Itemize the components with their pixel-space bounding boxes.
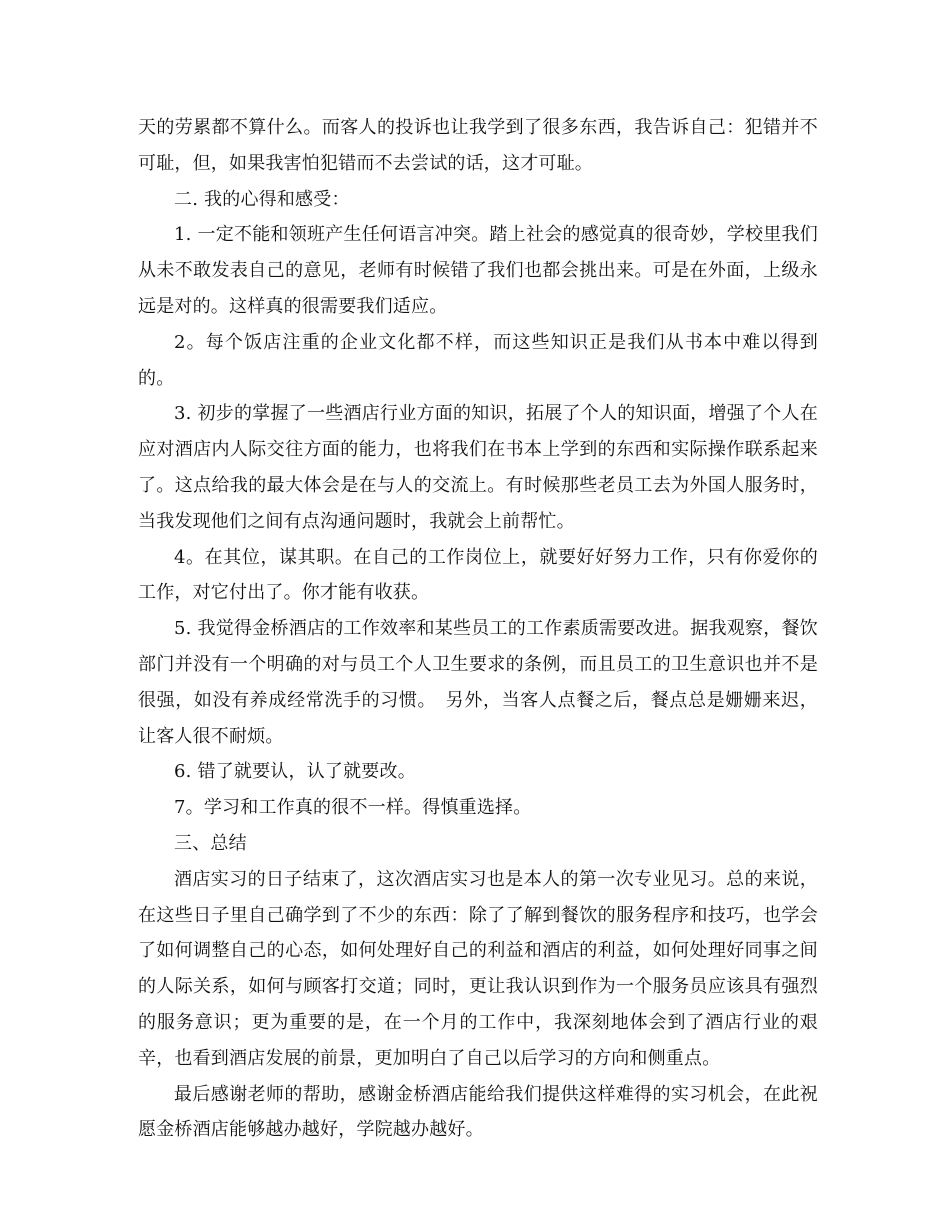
list-item-1: 1. 一定不能和领班产生任何语言冲突。踏上社会的感觉真的很奇妙，学校里我们从未不敢发表自己的意见，老师有时候错了我们也都会挑出来。可是在外面，上级永远是对的。这样真的很需要我们适应。 xyxy=(138,224,818,317)
document-body xyxy=(138,110,818,1148)
section-heading-summary: 三、总结 xyxy=(174,832,247,854)
paragraph-continuation: 天的劳累都不算什么。而客人的投诉也让我学到了很多东西，我告诉自己：犯错并不可耻，但，如果我害怕犯错而不去尝试的话，这才可耻。 xyxy=(138,117,818,174)
list-item-7: 7。学习和工作真的很不一样。得慎重选择。 xyxy=(174,797,532,819)
list-item-6: 6. 错了就要认，认了就要改。 xyxy=(174,761,416,783)
list-item-4: 4。在其位，谋其职。在自己的工作岗位上，就要好好努力工作，只有你爱你的工作，对它付出了。你才能有收获。 xyxy=(138,546,818,604)
summary-paragraph: 酒店实习的日子结束了，这次酒店实习也是本人的第一次专业见习。总的来说，在这些日子里自己确学到了不少的东西：除了了解到餐饮的服务程序和技巧，也学会了如何调整自己的心态，如何处理好自己的利益和酒店的利益，如何处理好同事之间的人际关系，如何与顾客打交道；同时，更让我认识到作为一个服务员应该具有强烈的服务意识；更为重要的是，在一个月的工作中，我深刻地体会到了酒店行业的艰辛，也看到酒店发展的前景，更加明白了自己以后学习的方向和侧重点。 xyxy=(138,868,818,1069)
list-item-3: 3. 初步的掌握了一些酒店行业方面的知识，拓展了个人的知识面，增强了个人在应对酒店内人际交往方面的能力，也将我们在书本上学到的东西和实际操作联系起来了。这点给我的最大体会是在与人的交流上。有时候那些老员工去为外国人服务时，当我发现他们之间有点沟通问题时，我就会上前帮忙。 xyxy=(138,403,818,532)
section-heading-experience: 二. 我的心得和感受： xyxy=(174,188,350,210)
list-item-2: 2。每个饭店注重的企业文化都不样，而这些知识正是我们从书本中难以得到的。 xyxy=(138,331,818,389)
closing-paragraph: 最后感谢老师的帮助，感谢金桥酒店能给我们提供这样难得的实习机会，在此祝愿金桥酒店能够越办越好，学院越办越好。 xyxy=(138,1083,818,1141)
list-item-5: 5. 我觉得金桥酒店的工作效率和某些员工的工作素质需要改进。据我观察，餐饮部门并没有一个明确的对与员工个人卫生要求的条例，而且员工的卫生意识也并不是很强，如没有养成经常洗手的习惯。 另外，当客人点餐之后，餐点总是姗姗来迟，让客人很不耐烦。 xyxy=(138,618,818,747)
